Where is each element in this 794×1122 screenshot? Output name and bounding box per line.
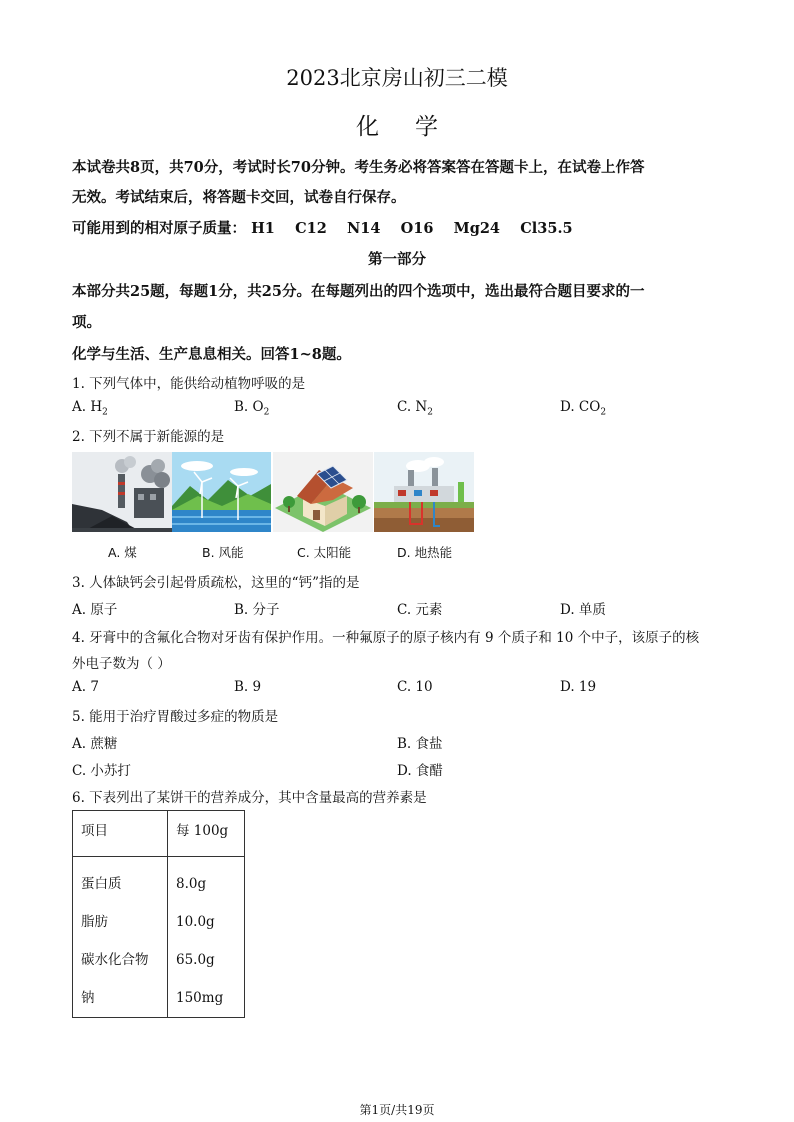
q5-option-c: C. 小苏打 [72, 763, 131, 779]
question-4-stem-cont: 外电子数为（ ） [72, 656, 171, 672]
table-header-row [73, 811, 245, 857]
part-heading: 第一部分 [368, 251, 426, 268]
question-6-stem: 6. 下表列出了某饼干的营养成分，其中含量最高的营养素是 [72, 790, 427, 806]
q5-option-b: B. 食盐 [397, 736, 443, 752]
table-nutrient-column [73, 857, 168, 1018]
q1-option-d: D. $CO_2$ [560, 399, 607, 418]
question-3-stem: 3. 人体缺钙会引起骨质疏松，这里的“钙”指的是 [72, 575, 360, 591]
nutrient-protein: 蛋白质 [81, 876, 122, 892]
part-instructions-1: 本部分共25题，每题1分，共25分。在每题列出的四个选项中，选出最符合题目要求的一 [72, 283, 645, 300]
atomic-mass-label: 可能用到的相对原子质量： [72, 220, 246, 237]
q3-option-b: B. 分子 [234, 602, 280, 618]
amount-fat: 10.0g [176, 914, 215, 930]
q3-option-a: A. 原子 [72, 602, 118, 618]
table-header-item: 项目 [73, 811, 168, 857]
coal-plant-image [72, 452, 172, 532]
q2-option-d: D. 地热能 [397, 545, 453, 560]
amount-protein: 8.0g [176, 876, 207, 892]
q2-option-b: B. 风能 [202, 545, 244, 560]
nutrition-table [72, 810, 245, 1018]
solar-energy-image [273, 452, 373, 532]
q4-option-b: B. 9 [234, 679, 262, 695]
table-row [73, 857, 245, 1018]
q2-option-c: C. 太阳能 [297, 545, 352, 560]
geothermal-energy-image [374, 452, 474, 532]
q4-option-c: C. 10 [397, 679, 433, 695]
page-footer: 第1页/共19页 [359, 1103, 435, 1117]
atomic-mass-c: C12 [295, 220, 327, 237]
question-5-stem: 5. 能用于治疗胃酸过多症的物质是 [72, 709, 279, 725]
question-4-stem: 4. 牙膏中的含氟化合物对牙齿有保护作用。一种氟原子的原子核内有 9 个质子和 10 个中子，该原子的核 [72, 630, 700, 646]
nutrient-fat: 脂肪 [81, 914, 108, 930]
part-instructions-2: 项。 [72, 314, 101, 331]
table-header-per-100g: 每 100g [168, 811, 245, 857]
atomic-mass-cl: Cl35.5 [520, 220, 573, 237]
q3-option-d: D. 单质 [560, 602, 606, 618]
q5-option-a: A. 蔗糖 [72, 736, 118, 752]
atomic-mass-mg: Mg24 [453, 220, 501, 237]
q4-option-a: A. 7 [72, 679, 99, 695]
exam-title: 2023北京房山初三二模 [286, 66, 508, 90]
q3-option-c: C. 元素 [397, 602, 443, 618]
atomic-mass-n: N14 [346, 220, 381, 237]
q5-option-d: D. 食醋 [397, 763, 443, 779]
q1-option-a: A. $H_2$ [72, 399, 108, 418]
intro-line-2: 无效。考试结束后，将答题卡交回，试卷自行保存。 [72, 189, 406, 206]
question-1-stem: 1. 下列气体中，能供给动植物呼吸的是 [72, 376, 306, 392]
section-intro: 化学与生活、生产息息相关。回答1~8题。 [72, 346, 351, 363]
atomic-mass-o: O16 [400, 220, 434, 237]
subject-title: 化学 [356, 114, 474, 140]
q1-option-b: B. $O_2$ [234, 399, 270, 418]
q1-option-c: C. $N_2$ [397, 399, 433, 418]
nutrient-sodium: 钠 [81, 990, 95, 1006]
table-amount-column [168, 857, 245, 1018]
nutrient-carbohydrate: 碳水化合物 [81, 952, 149, 968]
q2-option-a: A. 煤 [108, 545, 137, 560]
q4-option-d: D. 19 [560, 679, 597, 695]
amount-carbohydrate: 65.0g [176, 952, 215, 968]
question-2-stem: 2. 下列不属于新能源的是 [72, 429, 225, 445]
amount-sodium: 150mg [176, 990, 224, 1006]
atomic-mass-line [72, 217, 573, 238]
wind-energy-image [172, 452, 271, 532]
atomic-mass-h: H1 [251, 220, 275, 237]
intro-line-1: 本试卷共8页，共70分，考试时长70分钟。考生务必将答案答在答题卡上，在试卷上作答 [72, 159, 645, 176]
